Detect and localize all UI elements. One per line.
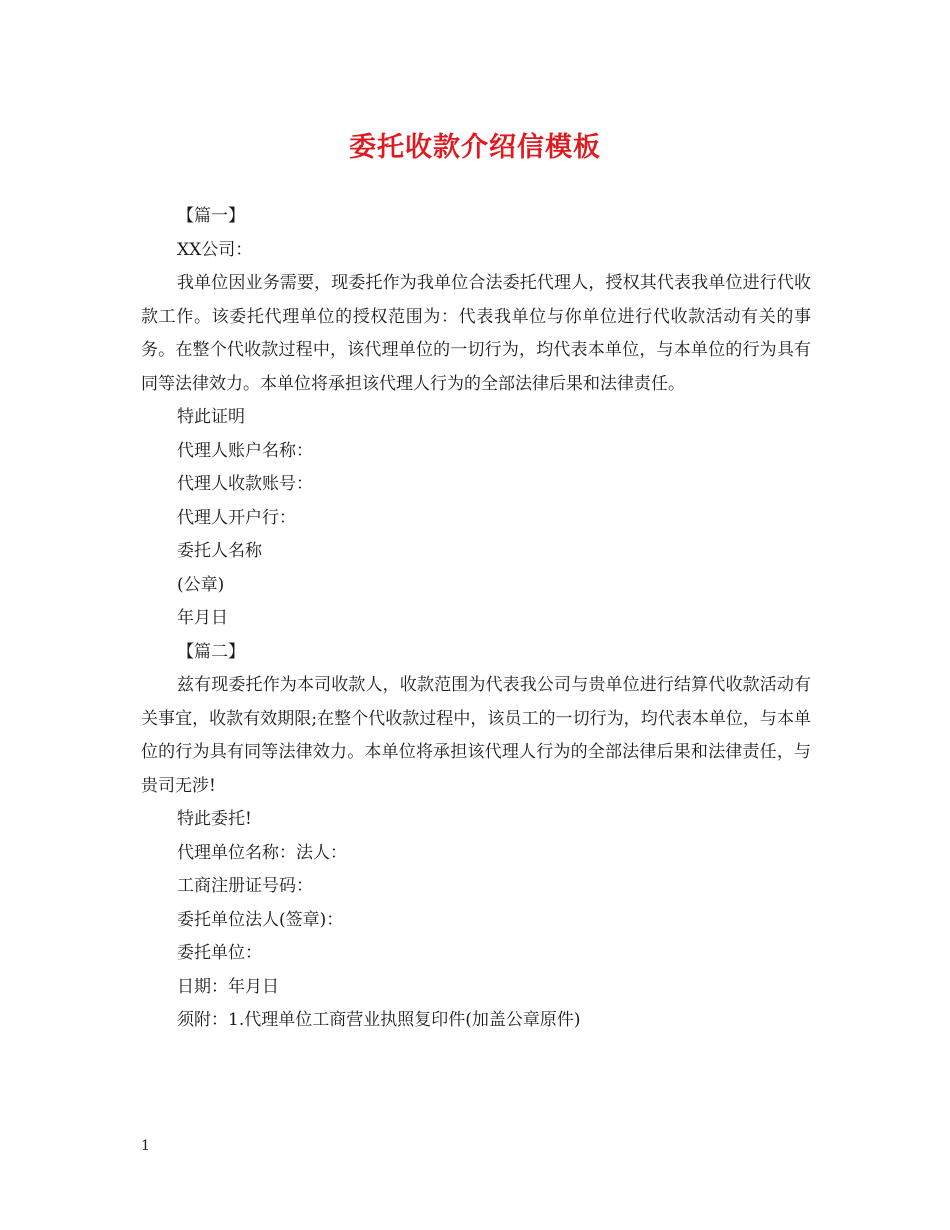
- agent-account-name-field: 代理人账户名称：: [177, 440, 313, 461]
- agent-bank-field: 代理人开户行：: [177, 507, 296, 528]
- document-body: [141, 200, 811, 1038]
- attachment-note: 须附：1.代理单位工商营业执照复印件(加盖公章原件): [177, 1010, 581, 1030]
- principal-name-field: 委托人名称: [177, 541, 262, 561]
- document-title: 委托收款介绍信模板: [349, 132, 601, 163]
- entrusting-unit-field: 委托单位：: [177, 943, 262, 963]
- seal-line: (公章): [177, 574, 225, 595]
- section-heading-1: 【篇一】: [177, 206, 245, 226]
- page-number: 1: [141, 1138, 150, 1154]
- body-paragraph-1: 我单位因业务需要，现委托作为我单位合法委托代理人，授权其代表我单位进行代收款工作。该委托代理单位的授权范围为：代表我单位与你单位进行代收款活动有关的事务。在整个代收款过程中，该代理单位的一切行为，均代表本单位，与本单位的行为具有同等法律效力。本单位将承担该代理人行为的全部法律后果和法律责任。: [141, 273, 811, 394]
- date-line-2: 日期：年月日: [177, 976, 279, 997]
- agent-account-number-field: 代理人收款账号：: [177, 474, 313, 494]
- date-line-1: 年月日: [177, 608, 228, 628]
- section-heading-2: 【篇二】: [177, 641, 245, 662]
- certification-line: 特此证明: [177, 407, 245, 427]
- entrustment-line: 特此委托!: [177, 809, 252, 829]
- agent-unit-name-field: 代理单位名称：法人：: [177, 842, 347, 863]
- salutation: XX公司：: [177, 239, 253, 260]
- body-paragraph-2: 兹有现委托作为本司收款人，收款范围为代表我公司与贵单位进行结算代收款活动有关事宜，收款有效期限;在整个代收款过程中，该员工的一切行为，均代表本单位，与本单位的行为具有同等法律效力。本单位将承担该代理人行为的全部法律后果和法律责任，与贵司无涉!: [141, 675, 811, 796]
- registration-number-field: 工商注册证号码：: [177, 876, 313, 896]
- legal-rep-signature-field: 委托单位法人(签章)：: [177, 909, 344, 930]
